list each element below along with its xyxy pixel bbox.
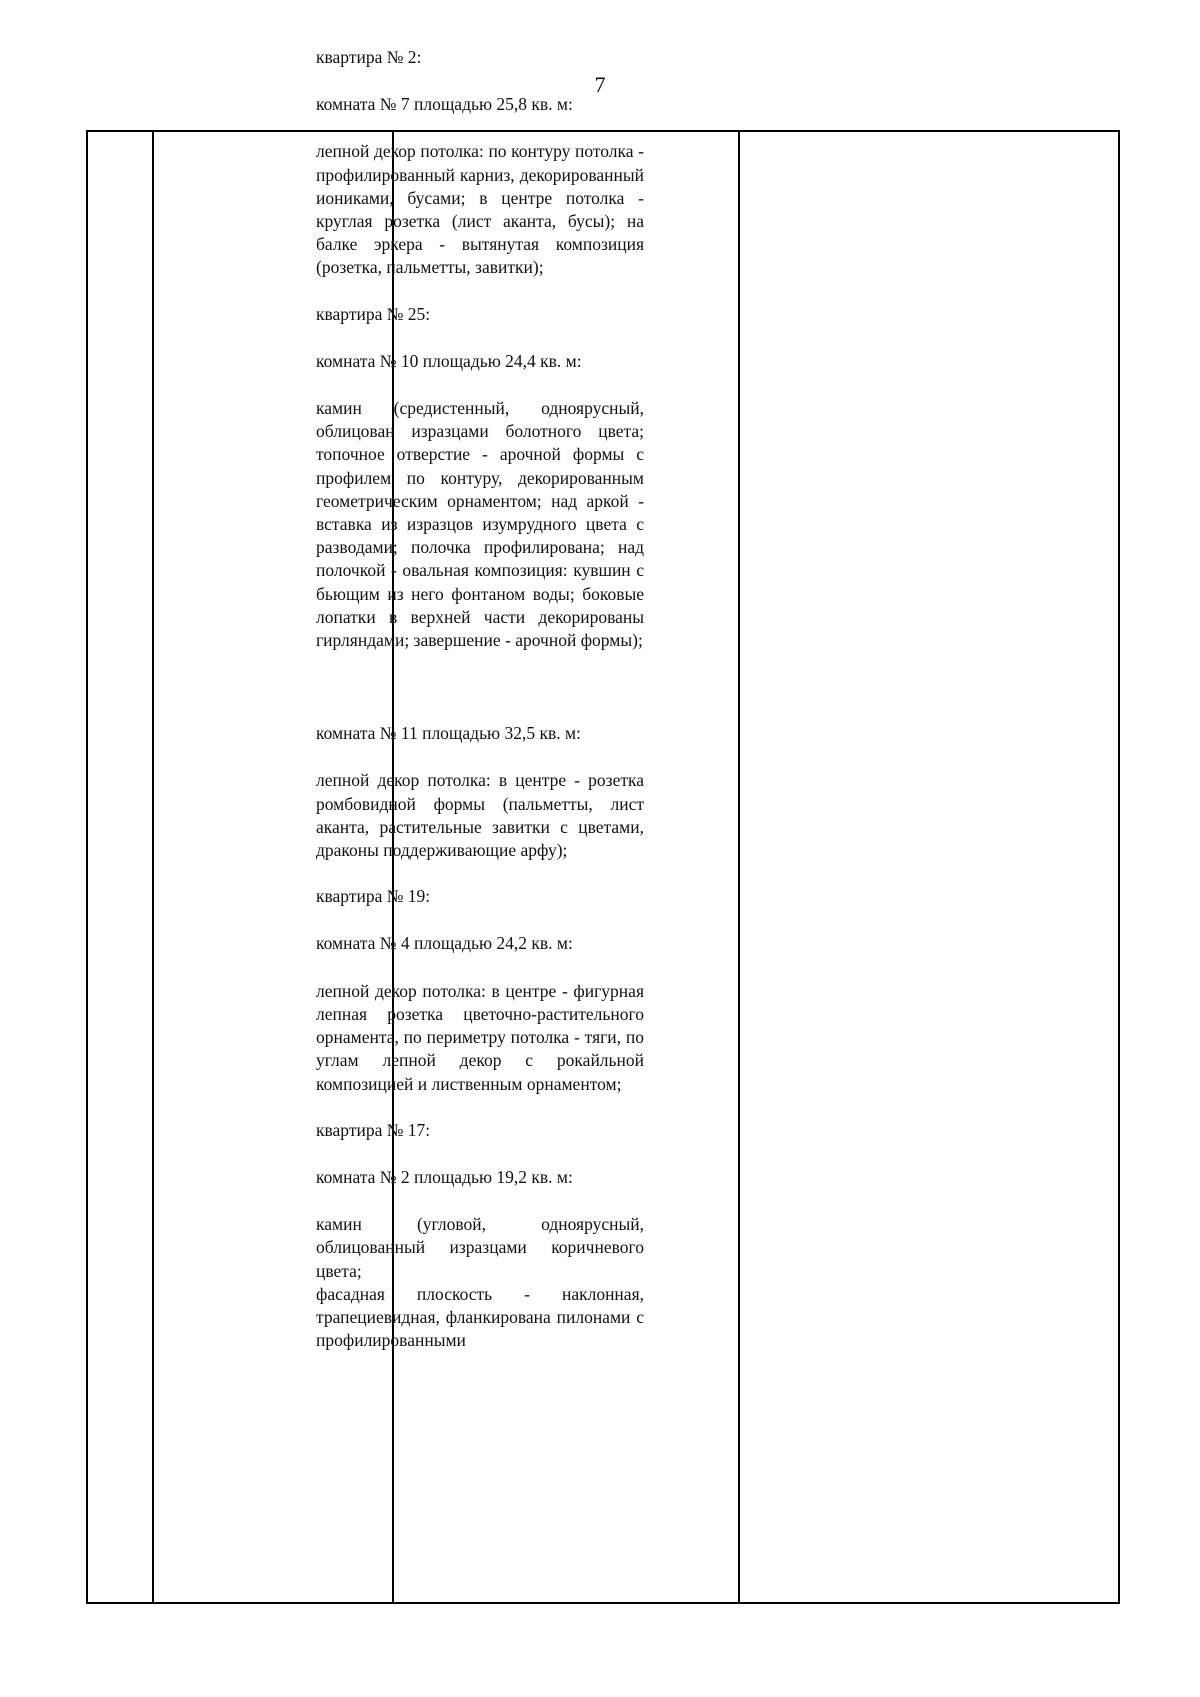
room-description-continued: фасадная плоскость - наклонная, трапециевидная, фланкирована пилонами с профилированными (316, 1283, 644, 1351)
column-divider (738, 132, 740, 1602)
room-heading: комната № 10 площадью 24,4 кв. м: (316, 350, 582, 371)
room-description: лепной декор потолка: в центре - розетка ромбовидной формы (пальметты, лист аканта, растительные завитки с цветами, драконы поддерживающие арфу); (316, 770, 644, 861)
apartment-heading: квартира № 19: (316, 886, 431, 907)
room-heading: комната № 11 площадью 32,5 кв. м: (316, 723, 581, 744)
page-number: 7 (594, 72, 606, 97)
apartment-heading: квартира № 17: (316, 1119, 431, 1140)
room-description: камин (угловой, одноярусный, облицованный изразцами коричневого цвета; (316, 1214, 644, 1281)
apartment-heading: квартира № 25: (316, 303, 431, 324)
room-description: лепной декор потолка: в центре - фигурная лепная розетка цветочно-растительного орнамента, по периметру потолка - тяги, по углам лепной декор с рокайльной композицией и лиственным орнаментом; (316, 980, 644, 1094)
room-description: камин (средистенный, одноярусный, облицован изразцами болотного цвета; топочное отверстие - арочной формы с профилем по контуру, декорированным геометрическим орнаментом; над аркой - вставка из изразцов изумрудного цвета с разводами; полочка профилирована; над полочкой - овальная композиция: кувшин с бьющим из него фонтаном воды; боковые лопатки в верхней части декорированы гирляндами; завершение - арочной формы); (316, 398, 644, 651)
room-description: лепной декор потолка: по контуру потолка - профилированный карниз, декорированный иониками, бусами; в центре потолка - круглая розетка (лист аканта, бусы); на балке эркера - вытянутая композиция (розетка, пальметты, завитки); (316, 141, 644, 278)
room-heading: комната № 7 площадью 25,8 кв. м: (316, 94, 573, 115)
description-cell (316, 46, 644, 1352)
column-divider (152, 132, 154, 1602)
room-heading: комната № 4 площадью 24,2 кв. м: (316, 933, 573, 954)
apartment-heading: квартира № 2: (316, 47, 422, 67)
room-heading: комната № 2 площадью 19,2 кв. м: (316, 1166, 573, 1187)
